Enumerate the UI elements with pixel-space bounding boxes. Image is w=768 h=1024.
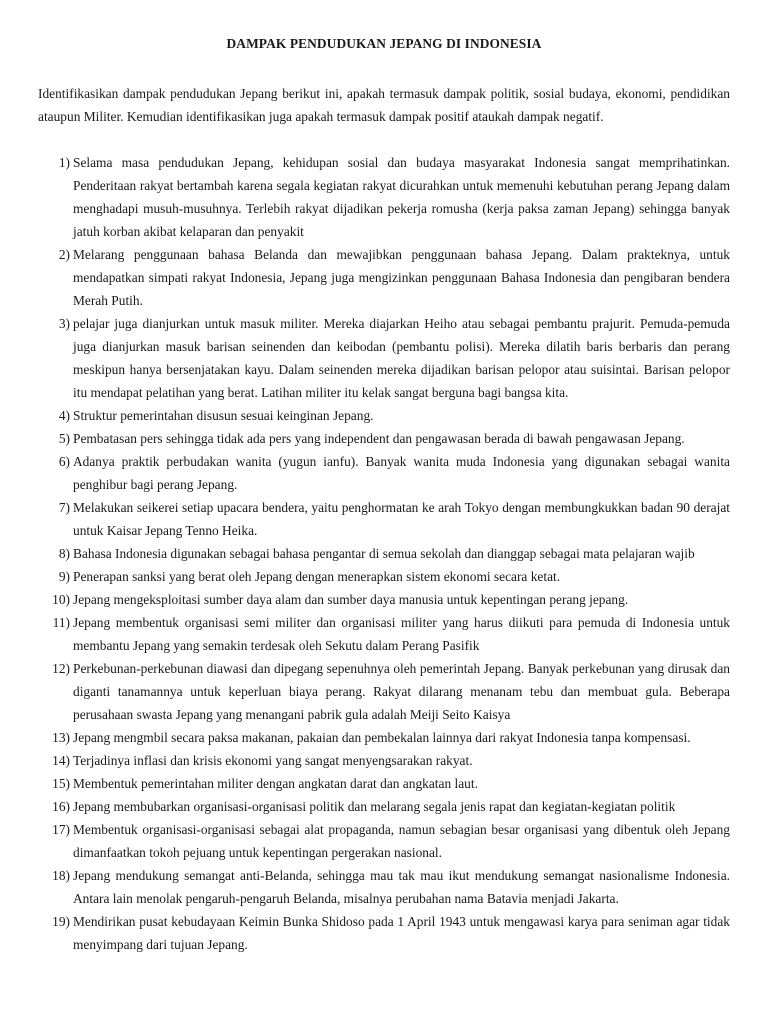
- list-item-text: Membentuk organisasi-organisasi sebagai alat propaganda, namun sebagian besar organisasi yang dibentuk oleh Jepang dimanfaatkan tokoh pejuang untuk kepentingan pergerakan nasional.: [73, 822, 730, 860]
- list-item-number: 4): [58, 408, 70, 423]
- list-item-number: 3): [58, 316, 70, 331]
- list-item: [38, 542, 730, 565]
- list-item-text: Penerapan sanksi yang berat oleh Jepang dengan menerapkan sistem ekonomi secara ketat.: [73, 569, 561, 584]
- list-item-number: 14): [52, 753, 70, 768]
- document-title: DAMPAK PENDUDUKAN JEPANG DI INDONESIA: [226, 36, 542, 51]
- list-item-text: Membentuk pemerintahan militer dengan angkatan darat dan angkatan laut.: [73, 776, 478, 791]
- list-item-number: 1): [58, 155, 70, 170]
- list-item-number: 2): [58, 247, 70, 262]
- list-item: [38, 450, 730, 496]
- list-item-number: 18): [52, 868, 70, 883]
- list-item: [38, 151, 730, 243]
- numbered-list: [38, 151, 730, 956]
- list-item-text: Pembatasan pers sehingga tidak ada pers yang independent dan pengawasan berada di bawah pengawasan Jepang.: [73, 431, 685, 446]
- list-item: [38, 726, 730, 749]
- list-item-number: 5): [58, 431, 70, 446]
- list-item-text: Struktur pemerintahan disusun sesuai keinginan Jepang.: [73, 408, 374, 423]
- list-item: [38, 496, 730, 542]
- list-item: [38, 588, 730, 611]
- list-item-number: 10): [52, 592, 70, 607]
- list-item: [38, 910, 730, 956]
- list-item: [38, 657, 730, 726]
- list-item-number: 15): [52, 776, 70, 791]
- list-item-number: 16): [52, 799, 70, 814]
- list-item-text: Jepang mengeksploitasi sumber daya alam dan sumber daya manusia untuk kepentingan perang jepang.: [73, 592, 629, 607]
- list-item-number: 7): [58, 500, 70, 515]
- intro-paragraph: Identifikasikan dampak pendudukan Jepang berikut ini, apakah termasuk dampak politik, sosial budaya, ekonomi, pendidikan ataupun Militer. Kemudian identifikasikan juga apakah termasuk dampak positif ataukah dampak negatif.: [38, 86, 730, 124]
- list-item-text: Jepang membentuk organisasi semi militer dan organisasi militer yang harus diikuti para pemuda di Indonesia untuk membantu Jepang yang semakin terdesak oleh Sekutu dalam Perang Pasifik: [73, 615, 730, 653]
- list-item-text: Jepang mendukung semangat anti-Belanda, sehingga mau tak mau ikut mendukung semangat nasionalisme Indonesia. Antara lain menolak pengaruh-pengaruh Belanda, misalnya perubahan nama Batavia menjadi Jakarta.: [73, 868, 730, 906]
- list-item-text: Jepang mengmbil secara paksa makanan, pakaian dan pembekalan lainnya dari rakyat Indonesia tanpa kompensasi.: [73, 730, 691, 745]
- list-item: [38, 749, 730, 772]
- list-item: [38, 312, 730, 404]
- list-item: [38, 772, 730, 795]
- list-item: [38, 565, 730, 588]
- list-item-text: Bahasa Indonesia digunakan sebagai bahasa pengantar di semua sekolah dan dianggap sebagai mata pelajaran wajib: [73, 546, 695, 561]
- list-item-text: Terjadinya inflasi dan krisis ekonomi yang sangat menyengsarakan rakyat.: [73, 753, 473, 768]
- list-item-text: Mendirikan pusat kebudayaan Keimin Bunka Shidoso pada 1 April 1943 untuk mengawasi karya para seniman agar tidak menyimpang dari tujuan Jepang.: [73, 914, 730, 952]
- list-item: [38, 818, 730, 864]
- list-item-number: 13): [52, 730, 70, 745]
- list-item-text: Jepang membubarkan organisasi-organisasi politik dan melarang segala jenis rapat dan kegiatan-kegiatan politik: [73, 799, 676, 814]
- list-item: [38, 243, 730, 312]
- list-item: [38, 404, 730, 427]
- list-item: [38, 864, 730, 910]
- list-item-number: 9): [58, 569, 70, 584]
- list-item-number: 6): [58, 454, 70, 469]
- list-item-text: Adanya praktik perbudakan wanita (yugun ianfu). Banyak wanita muda Indonesia yang digunakan sebagai wanita penghibur bagi perang Jepang.: [73, 454, 730, 492]
- list-item-number: 19): [52, 914, 70, 929]
- list-item-number: 8): [58, 546, 70, 561]
- list-item-number: 17): [52, 822, 70, 837]
- list-item-number: 11): [52, 615, 70, 630]
- list-item-text: Perkebunan-perkebunan diawasi dan dipegang sepenuhnya oleh pemerintah Jepang. Banyak perkebunan yang dirusak dan diganti tanamannya untuk keperluan biaya perang. Rakyat dilarang menanam tebu dan membuat gula. Beberapa perusahaan swasta Jepang yang menangani pabrik gula adalah Meiji Seito Kaisya: [73, 661, 730, 722]
- list-item-number: 12): [52, 661, 70, 676]
- list-item: [38, 427, 730, 450]
- list-item-text: pelajar juga dianjurkan untuk masuk militer. Mereka diajarkan Heiho atau sebagai pembantu prajurit. Pemuda-pemuda juga dianjurkan masuk barisan seinenden dan keibodan (pembantu polisi). Mereka dilatih baris berbaris dan perang meskipun hanya bersenjatakan kayu. Dalam seinenden mereka dijadikan barisan pelopor atau suisintai. Barisan pelopor itu mendapat pelatihan yang berat. Latihan militer itu kelak sangat berguna bagi bangsa kita.: [73, 316, 730, 400]
- list-item: [38, 795, 730, 818]
- list-item-text: Melarang penggunaan bahasa Belanda dan mewajibkan penggunaan bahasa Jepang. Dalam prakteknya, untuk mendapatkan simpati rakyat Indonesia, Jepang juga mengizinkan penggunaan Bahasa Indonesia dan pengibaran bendera Merah Putih.: [73, 247, 730, 308]
- list-item: [38, 611, 730, 657]
- list-item-text: Selama masa pendudukan Jepang, kehidupan sosial dan budaya masyarakat Indonesia sangat memprihatinkan. Penderitaan rakyat bertambah karena segala kegiatan rakyat dicurahkan untuk memenuhi kebutuhan perang Jepang dalam menghadapi musuh-musuhnya. Terlebih rakyat dijadikan pekerja romusha (kerja paksa zaman Jepang) sehingga banyak jatuh korban akibat kelaparan dan penyakit: [73, 155, 730, 239]
- list-item-text: Melakukan seikerei setiap upacara bendera, yaitu penghormatan ke arah Tokyo dengan membungkukkan badan 90 derajat untuk Kaisar Jepang Tenno Heika.: [73, 500, 730, 538]
